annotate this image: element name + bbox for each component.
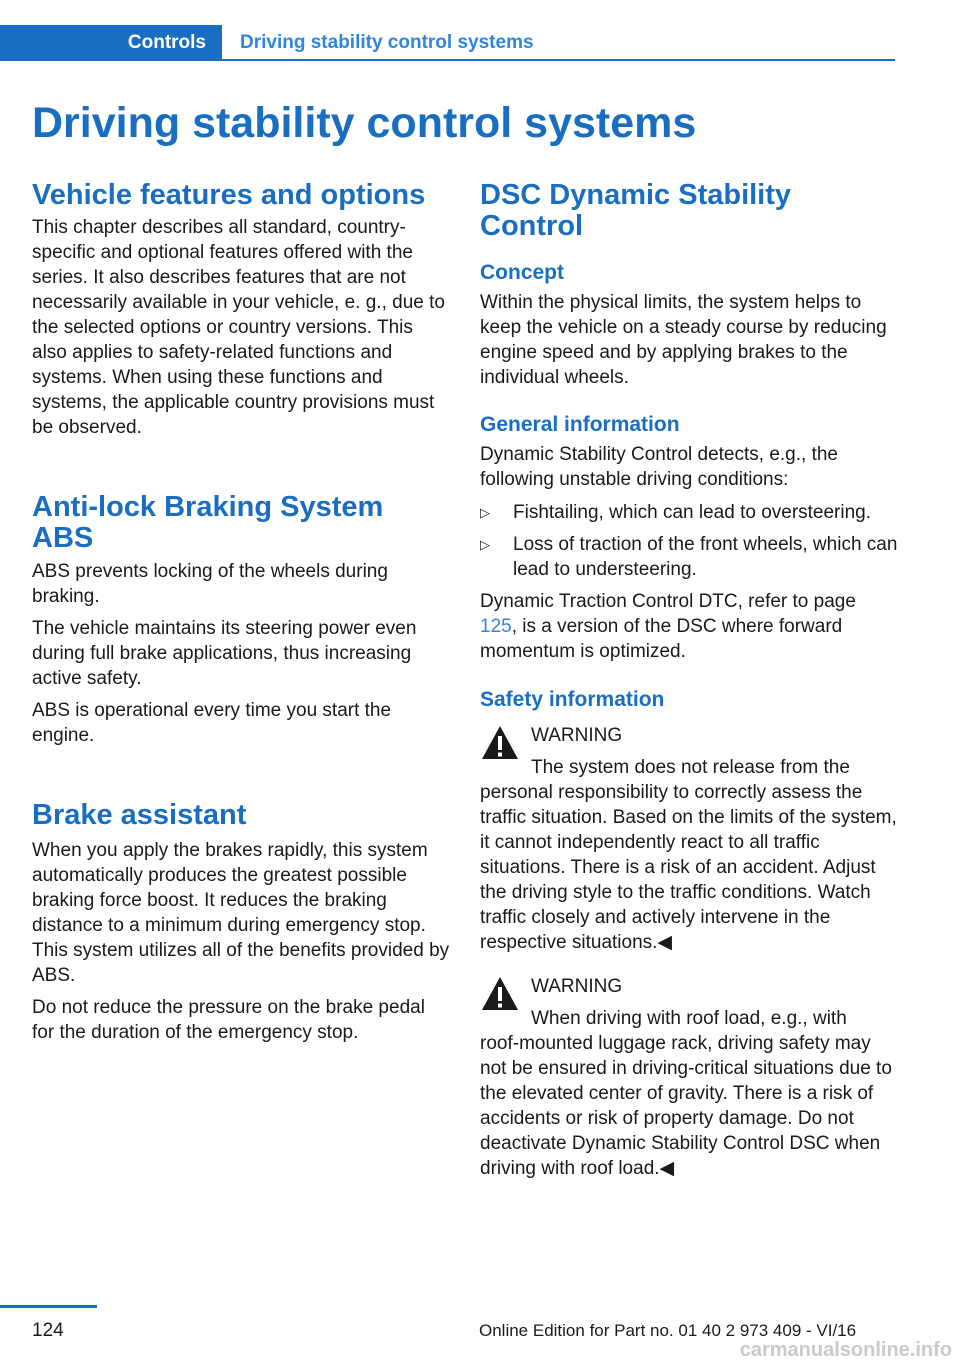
watermark: carmanualsonline.info (739, 1339, 952, 1361)
list-item-text: Fishtailing, which can lead to oversteering. (513, 502, 872, 523)
warning-label: WARNING (531, 725, 623, 746)
header-bar (0, 25, 895, 61)
edition-note: Online Edition for Part no. 01 40 2 973 409 - VI/16 (479, 1321, 857, 1340)
dtc-text-before: Dynamic Traction Control DTC, refer to page (480, 591, 856, 612)
warning-triangle-icon (480, 974, 520, 1014)
vehicle-features-heading: Vehicle features and options (32, 179, 426, 211)
brake-assistant-heading: Brake assistant (32, 799, 247, 831)
right-column (480, 180, 898, 1181)
dtc-text-after: , is a version of the DSC where forward momentum is optimized. (480, 616, 843, 662)
abs-paragraph-3: ABS is operational every time you start the engine. (32, 700, 392, 746)
dtc-paragraph (480, 589, 898, 664)
triangle-bullet-icon: ▷ (480, 505, 490, 520)
general-information-body: Dynamic Stability Control detects, e.g., the following unstable driving conditions: (480, 444, 838, 490)
general-information-heading: General information (480, 413, 680, 436)
safety-information-heading: Safety information (480, 688, 665, 711)
footer-accent-bar (0, 1305, 97, 1308)
warning-label: WARNING (531, 976, 623, 997)
abs-paragraph-2: The vehicle maintains its steering power even during full brake applications, thus increasing active safety. (32, 618, 417, 689)
brake-assistant-paragraph-2: Do not reduce the pressure on the brake pedal for the duration of the emergency stop. (32, 997, 425, 1043)
abs-heading: Anti-lock Braking System ABS (32, 491, 384, 554)
concept-heading: Concept (480, 261, 564, 284)
warning-block (480, 723, 898, 955)
page-number: 124 (32, 1320, 64, 1341)
concept-body: Within the physical limits, the system helps to keep the vehicle on a steady course by reducing engine speed and by applying brakes to the individual wheels. (480, 292, 887, 388)
brake-assistant-paragraph-1: When you apply the brakes rapidly, this system automatically produces the greatest possible braking force boost. It reduces the braking distance to a minimum during emergency stop. This system utilizes all of the benefits provided by ABS. (32, 840, 450, 986)
list-item (480, 532, 898, 582)
page-reference-link[interactable]: 125 (480, 616, 512, 637)
chapter-tab[interactable]: Controls (0, 25, 222, 61)
warning-first-line: The system does not release from the (531, 757, 850, 778)
header-divider (222, 59, 895, 61)
list-item (480, 500, 898, 525)
left-column (32, 180, 450, 1045)
warning-triangle-icon (480, 723, 520, 763)
abs-paragraph-1: ABS prevents locking of the wheels during braking. (32, 561, 388, 607)
warning-text: roof-mounted luggage rack, driving safety may not be ensured in driving-critical situations due to the elevated center of gravity. There is a risk of accidents or risk of property damage. Do not deactivate Dynamic Stability Control DSC when driving with roof load.◀ (480, 1033, 892, 1179)
triangle-bullet-icon: ▷ (480, 537, 490, 552)
dsc-heading: DSC Dynamic Stability Control (480, 179, 792, 242)
warning-first-line: When driving with roof load, e.g., with (531, 1008, 847, 1029)
page-title: Driving stability control systems (32, 99, 697, 147)
warning-block (480, 974, 898, 1181)
section-tab[interactable]: Driving stability control systems (240, 32, 534, 53)
vehicle-features-body: This chapter describes all standard, country-specific and optional features offered with the series. It also describes features that are not necessarily available in your vehicle, e. g., due to the selected options or country versions. This also applies to safety-related functions and systems. When using these functions and systems, the applicable country provisions must be observed. (32, 217, 445, 438)
list-item-text: Loss of traction of the front wheels, which can lead to understeering. (513, 534, 898, 580)
warning-text: personal responsibility to correctly assess the traffic situation. Based on the limits of the system, it cannot independently react to all traffic situations. There is a risk of an accident. Adjust the driving style to the traffic conditions. Watch traffic closely and actively intervene in the respective situations.◀ (480, 782, 897, 953)
